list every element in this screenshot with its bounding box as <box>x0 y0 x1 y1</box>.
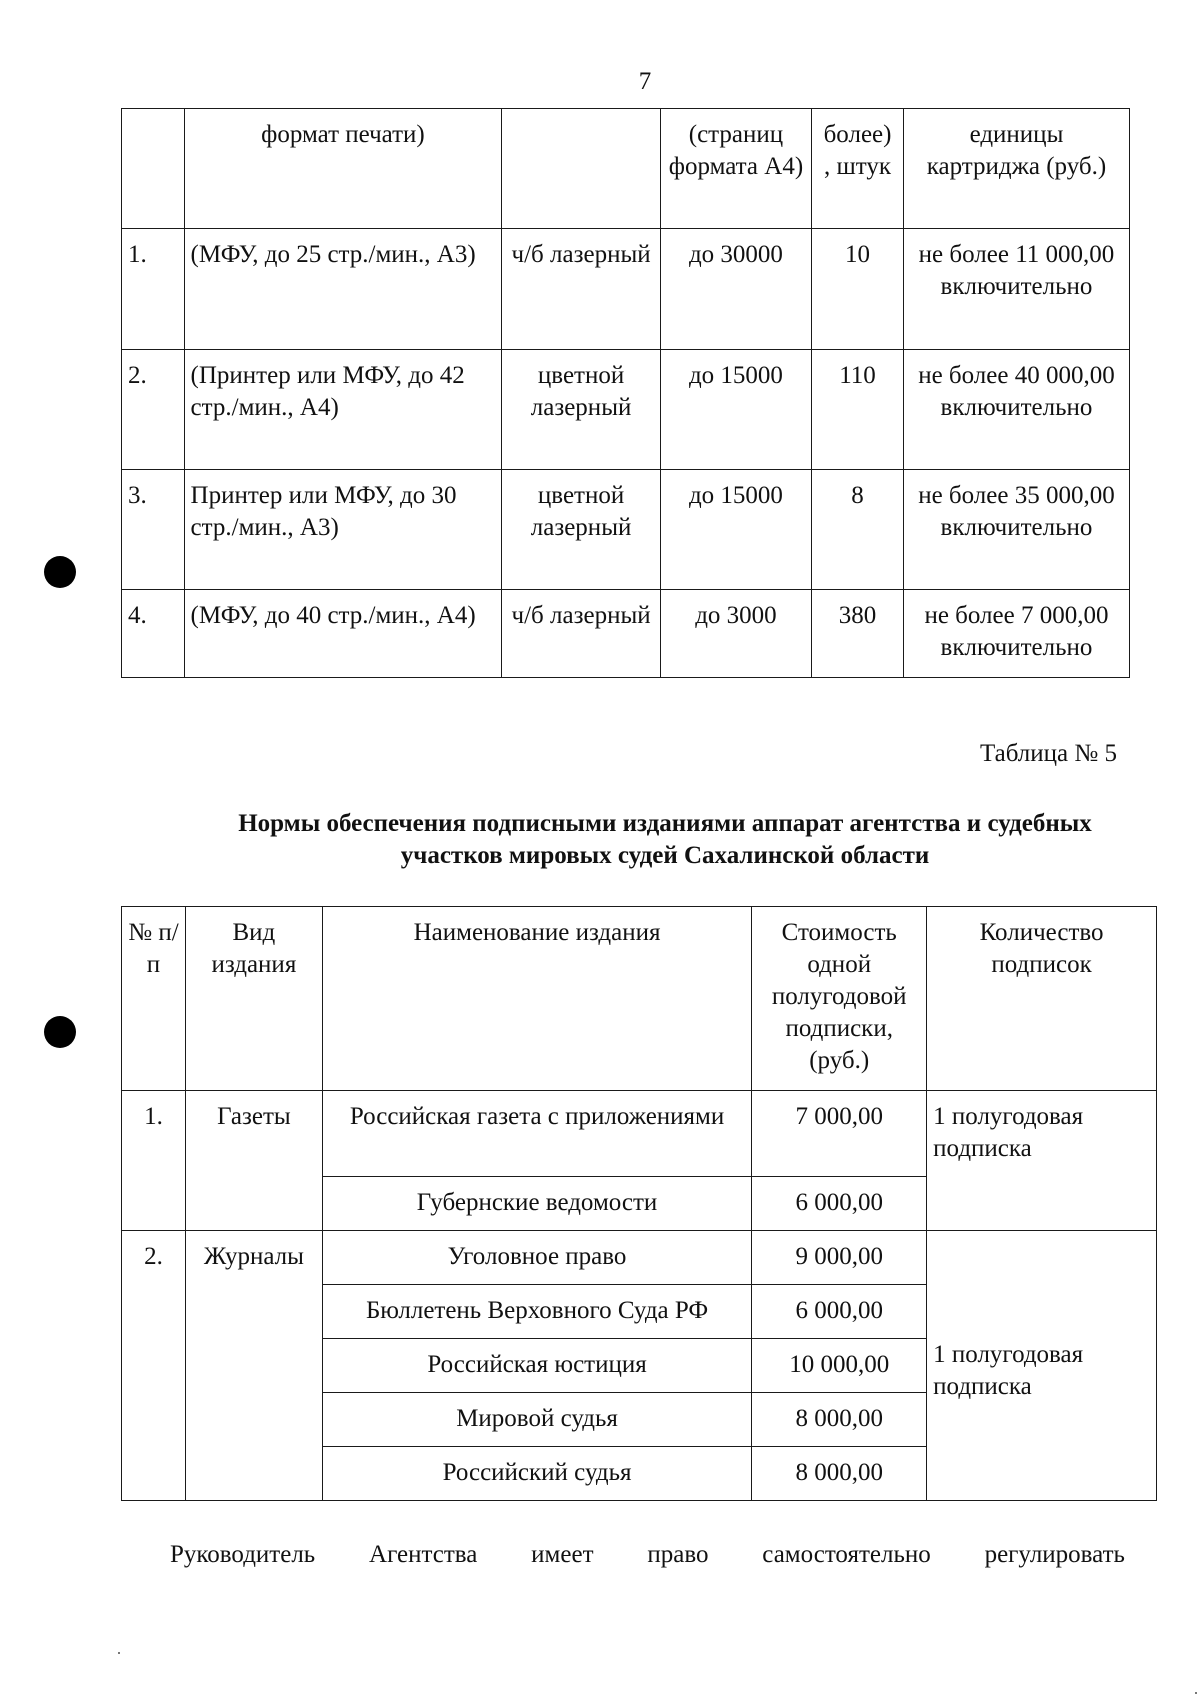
publication-cost: 8 000,00 <box>752 1447 927 1501</box>
paragraph-word: имеет <box>531 1541 594 1568</box>
device-cell: (МФУ, до 25 стр./мин., А3) <box>184 229 502 350</box>
publication-cost: 8 000,00 <box>752 1393 927 1447</box>
type-cell: ч/б лазерный <box>502 229 660 350</box>
publication-cost: 10 000,00 <box>752 1339 927 1393</box>
table-title: Нормы обеспечения подписными изданиями аппарат агентства и судебных участков мировых судей Сахалинской области <box>238 810 1092 869</box>
device-cell: Принтер или МФУ, до 30 стр./мин., А3) <box>184 470 502 590</box>
count-cell: 8 <box>812 470 904 590</box>
count-cell: 10 <box>812 229 904 350</box>
publication-name: Губернские ведомости <box>322 1177 751 1231</box>
count-cell: 110 <box>812 350 904 470</box>
pages-cell: до 30000 <box>660 229 811 350</box>
punch-hole-mark <box>44 556 76 588</box>
pages-cell: до 15000 <box>660 470 811 590</box>
closing-paragraph <box>170 1541 1125 1569</box>
table-row <box>122 470 1130 590</box>
paragraph-word: Руководитель <box>170 1541 316 1568</box>
group-kind: Газеты <box>185 1091 322 1231</box>
row-number: 3. <box>122 470 185 590</box>
header-cost: Стоимость одной полугодовой подписки, (руб.) <box>752 907 927 1091</box>
cartridge-norms-table <box>121 108 1130 678</box>
pages-cell: до 3000 <box>660 590 811 678</box>
scan-speck <box>118 1652 120 1654</box>
price-cell: не более 11 000,00 включительно <box>903 229 1129 350</box>
table-row <box>122 229 1130 350</box>
publication-cost: 9 000,00 <box>752 1231 927 1285</box>
paragraph-word: самостоятельно <box>762 1541 931 1568</box>
header-qty: Количество подписок <box>927 907 1157 1091</box>
publication-cost: 6 000,00 <box>752 1177 927 1231</box>
type-cell: цветной лазерный <box>502 470 660 590</box>
scan-speck <box>1195 1692 1197 1694</box>
group-qty: 1 полугодовая подписка <box>927 1231 1157 1501</box>
punch-hole-mark <box>44 1016 76 1048</box>
header-cell: более) , штук <box>812 109 904 229</box>
table-row <box>122 590 1130 678</box>
type-cell: ч/б лазерный <box>502 590 660 678</box>
subscription-norms-table <box>121 906 1157 1501</box>
price-cell: не более 40 000,00 включительно <box>903 350 1129 470</box>
group-kind: Журналы <box>185 1231 322 1501</box>
publication-cost: 6 000,00 <box>752 1285 927 1339</box>
count-cell: 380 <box>812 590 904 678</box>
table-header-row <box>122 109 1130 229</box>
publication-name: Мировой судья <box>322 1393 751 1447</box>
header-name: Наименование издания <box>322 907 751 1091</box>
paragraph-word: регулировать <box>984 1541 1125 1568</box>
table-header-row <box>122 907 1157 1091</box>
device-cell: (МФУ, до 40 стр./мин., А4) <box>184 590 502 678</box>
header-number: № п/п <box>122 907 186 1091</box>
table-caption: Таблица № 5 <box>979 740 1117 767</box>
header-cell: (страниц формата А4) <box>660 109 811 229</box>
group-number: 2. <box>122 1231 186 1501</box>
price-cell: не более 7 000,00 включительно <box>903 590 1129 678</box>
row-number: 1. <box>122 229 185 350</box>
publication-name: Российский судья <box>322 1447 751 1501</box>
paragraph-word: право <box>647 1541 709 1568</box>
page-number: 7 <box>638 68 652 95</box>
publication-name: Российская газета с приложениями <box>322 1091 751 1177</box>
header-kind: Вид издания <box>185 907 322 1091</box>
device-cell: (Принтер или МФУ, до 42 стр./мин., А4) <box>184 350 502 470</box>
paragraph-word: Агентства <box>369 1541 478 1568</box>
publication-name: Уголовное право <box>322 1231 751 1285</box>
publication-name: Бюллетень Верховного Суда РФ <box>322 1285 751 1339</box>
row-number: 4. <box>122 590 185 678</box>
price-cell: не более 35 000,00 включительно <box>903 470 1129 590</box>
header-cell: единицы картриджа (руб.) <box>903 109 1129 229</box>
publication-name: Российская юстиция <box>322 1339 751 1393</box>
table-row <box>122 1091 1157 1177</box>
type-cell: цветной лазерный <box>502 350 660 470</box>
header-cell: формат печати) <box>184 109 502 229</box>
pages-cell: до 15000 <box>660 350 811 470</box>
publication-cost: 7 000,00 <box>752 1091 927 1177</box>
header-cell <box>122 109 185 229</box>
group-qty: 1 полугодовая подписка <box>927 1091 1157 1231</box>
group-number: 1. <box>122 1091 186 1231</box>
row-number: 2. <box>122 350 185 470</box>
table-row <box>122 350 1130 470</box>
header-cell <box>502 109 660 229</box>
table-row <box>122 1231 1157 1285</box>
